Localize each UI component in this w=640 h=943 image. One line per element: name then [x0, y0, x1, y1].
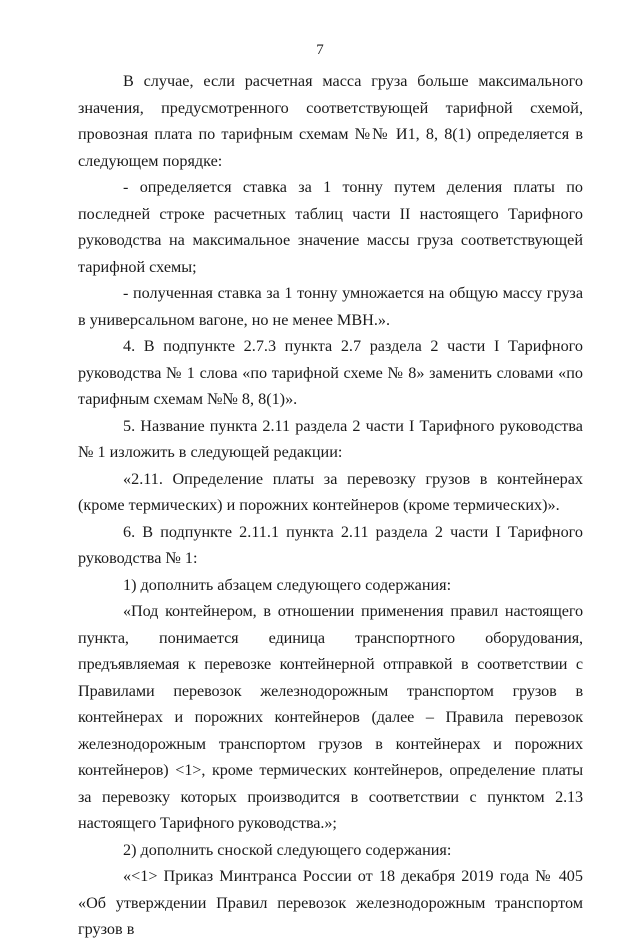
paragraph-footnote: «<1> Приказ Минтранса России от 18 декабря 2019 года № 405 «Об утверждении Правил перевозок железнодорожным транспортом грузов в — [78, 867, 583, 938]
paragraph-section-2-11-title: «2.11. Определение платы за перевозку грузов в контейнерах (кроме термических) и порожних контейнеров (кроме термических)». — [78, 469, 583, 514]
paragraph-item-5: 5. Название пункта 2.11 раздела 2 части I Тарифного руководства № 1 изложить в следующей редакции: — [78, 416, 583, 461]
paragraph-subitem-1: 1) дополнить абзацем следующего содержания: — [123, 575, 452, 594]
paragraph-subitem-2: 2) дополнить сноской следующего содержания: — [123, 840, 452, 859]
paragraph-item-4: 4. В подпункте 2.7.3 пункта 2.7 раздела 2 части I Тарифного руководства № 1 слова «по тарифной схеме № 8» заменить словами «по тарифным схемам №№ 8, 8(1)». — [78, 337, 583, 408]
paragraph-item-6: 6. В подпункте 2.11.1 пункта 2.11 раздела 2 части I Тарифного руководства № 1: — [78, 522, 583, 567]
paragraph-rate-determination: - определяется ставка за 1 тонну путем деления платы по последней строке расчетных таблиц части II настоящего Тарифного руководства на максимальное значение массы груза соответствующей тарифной схемы; — [78, 178, 583, 276]
paragraph-mass-exceeds: В случае, если расчетная масса груза больше максимального значения, предусмотренного соответствующей тарифной схемой, провозная плата по тарифным схемам №№ И1, 8, 8(1) определяется в следующем порядке: — [78, 72, 583, 170]
page-number: 7 — [316, 42, 324, 58]
paragraph-rate-multiplication: - полученная ставка за 1 тонну умножается на общую массу груза в универсальном вагоне, но не менее МВН.». — [78, 284, 583, 329]
document-body — [78, 68, 583, 943]
paragraph-container-definition: «Под контейнером, в отношении применения правил настоящего пункта, понимается единица транспортного оборудования, предъявляемая к перевозке контейнерной отправкой в соответствии с Правилами перевозок железнодорожным транспортом грузов в контейнерах и порожних контейнеров (далее – Правила перевозок железнодорожным транспортом грузов в контейнерах и порожних контейнеров) <1>, кроме термических контейнеров, определение платы за перевозку которых производится в соответствии с пунктом 2.13 настоящего Тарифного руководства.»; — [78, 602, 583, 832]
